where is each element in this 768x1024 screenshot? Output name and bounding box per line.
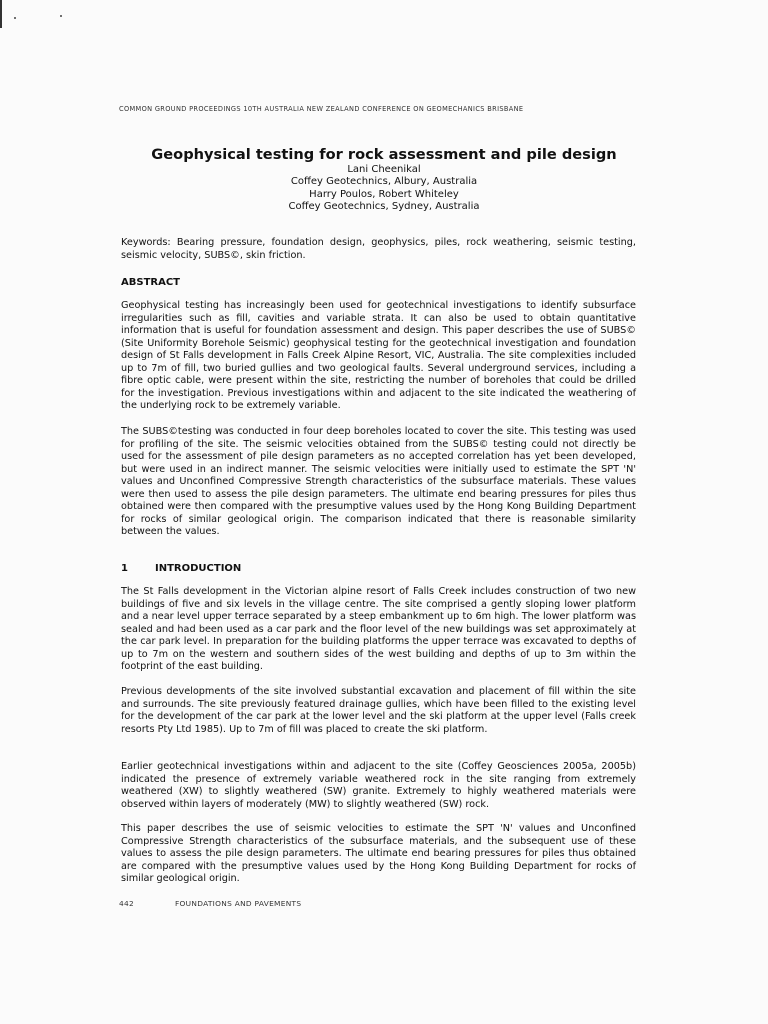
body-paragraph: Earlier geotechnical investigations within and adjacent to the site (Coffey Geosciences 2005a, 2005b) indicated the presence of extremely variable weathered rock in the site ranging from extremely weathered (XW) to slightly weathered (SW) granite. Extremely to highly weathered materials were observed within layers of moderately (MW) to slightly weathered (SW) rock. bbox=[121, 761, 636, 810]
keywords: Keywords: Bearing pressure, foundation design, geophysics, piles, rock weathering, seismic testing, seismic velocity, SUBS©, skin friction. bbox=[121, 237, 636, 261]
proceedings-header: COMMON GROUND PROCEEDINGS 10TH AUSTRALIA NEW ZEALAND CONFERENCE ON GEOMECHANICS BRISBANE bbox=[119, 105, 524, 113]
scan-edge-mark bbox=[0, 0, 2, 28]
abstract-paragraph: The SUBS©testing was conducted in four deep boreholes located to cover the site. This testing was used for profiling of the site. The seismic velocities obtained from the SUBS© testing could not directly be used for the assessment of pile design parameters as no accepted correlation has yet been developed, but were used in an indirect manner. The seismic velocities were initially used to estimate the SPT 'N' values and Unconfined Compressive Strength characteristics of the subsurface materials. These values were then used to assess the pile design parameters. The ultimate end bearing pressures for piles thus obtained were then compared with the presumptive values used by the Hong Kong Building Department for rocks of similar geological origin. The comparison indicated that there is reasonable similarity between the values. bbox=[121, 426, 636, 537]
scan-speck bbox=[14, 17, 16, 19]
author-block bbox=[0, 164, 768, 214]
abstract-paragraph: Geophysical testing has increasingly been used for geotechnical investigations to identify subsurface irregularities such as fill, cavities and variable strata. It can also be used to obtain quantitative information that is useful for foundation assessment and design. This paper describes the use of SUBS© (Site Uniformity Borehole Seismic) geophysical testing for the geotechnical investigation and foundation design of St Falls development in Falls Creek Alpine Resort, VIC, Australia. The site complexities included up to 7m of fill, two buried gullies and two geological faults. Several underground services, including a fibre optic cable, were present within the site, restricting the number of boreholes that could be drilled for the investigation. Previous investigations within and adjacent to the site indicated the weathering of the underlying rock to be extremely variable. bbox=[121, 300, 636, 411]
author-affiliation: Coffey Geotechnics, Albury, Australia bbox=[290, 176, 478, 188]
scan-speck bbox=[60, 15, 62, 17]
page-number: 442 bbox=[119, 899, 135, 908]
section-title: INTRODUCTION bbox=[155, 563, 242, 574]
section-heading bbox=[121, 563, 241, 574]
author-name: Lani Cheenikal bbox=[347, 164, 421, 175]
body-paragraph: Previous developments of the site involved substantial excavation and placement of fill within the site and surrounds. The site previously featured drainage gullies, which have been filled to the existing level for the development of the car park at the lower level and the ski platform at the upper level (Falls creek resorts Pty Ltd 1985). Up to 7m of fill was placed to create the ski platform. bbox=[121, 686, 636, 735]
body-paragraph: The St Falls development in the Victorian alpine resort of Falls Creek includes construction of two new buildings of five and six levels in the village centre. The site comprised a gently sloping lower platform and a near level upper terrace separated by a steep embankment up to 6m high. The lower platform was sealed and had been used as a car park and the floor level of the new buildings was set approximately at the car park level. In preparation for the building platforms the upper terrace was excavated to depths of up to 7m on the western and southern sides of the west building and depths of up to 3m within the footprint of the east building. bbox=[121, 586, 636, 672]
footer-section: FOUNDATIONS AND PAVEMENTS bbox=[175, 899, 302, 908]
abstract-heading: ABSTRACT bbox=[121, 277, 180, 288]
section-number: 1 bbox=[121, 563, 128, 574]
body-paragraph: This paper describes the use of seismic velocities to estimate the SPT 'N' values and Unconfined Compressive Strength characteristics of the subsurface materials, and the subsequent use of these values to assess the pile design parameters. The ultimate end bearing pressures for piles thus obtained are compared with the presumptive values used by the Hong Kong Building Department for rocks of similar geological origin. bbox=[121, 823, 636, 884]
author-name: Harry Poulos, Robert Whiteley bbox=[309, 188, 459, 200]
author-affiliation: Coffey Geotechnics, Sydney, Australia bbox=[288, 201, 480, 213]
paper-title: Geophysical testing for rock assessment and pile design bbox=[151, 146, 617, 163]
